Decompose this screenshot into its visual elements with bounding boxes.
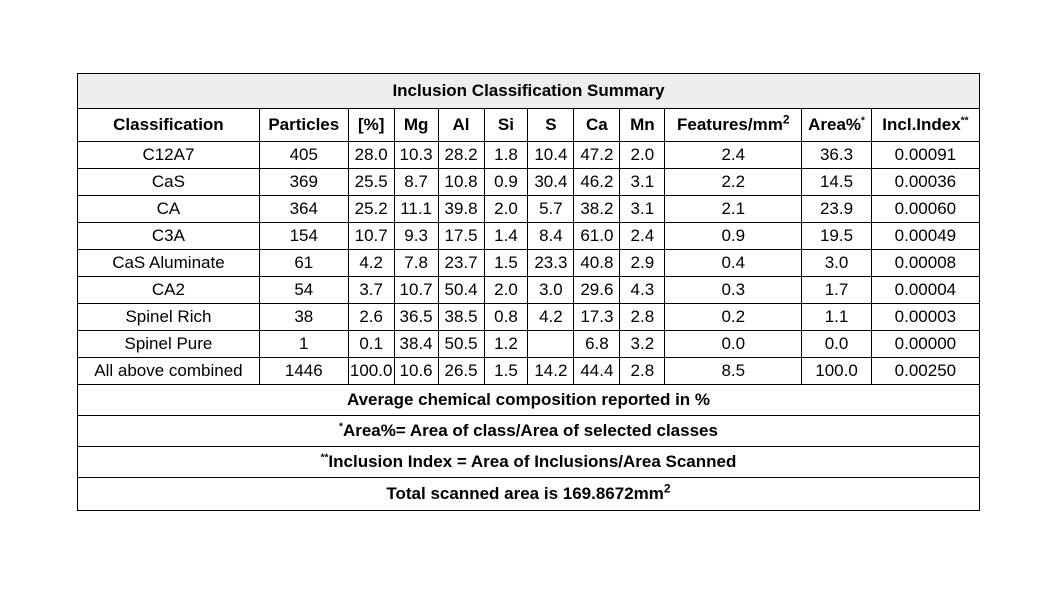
table-row: [78, 142, 980, 169]
cell-mg: 9.3: [394, 223, 438, 250]
cell-area: 23.9: [802, 196, 872, 223]
header-index-label: Incl.Index: [882, 115, 961, 134]
header-mg: Mg: [394, 109, 438, 142]
cell-area: 36.3: [802, 142, 872, 169]
header-features-label: Features/mm: [677, 115, 783, 134]
cell-classification: Spinel Rich: [78, 304, 260, 331]
table-row: [78, 331, 980, 358]
cell-ca: 61.0: [574, 223, 620, 250]
cell-classification: C12A7: [78, 142, 260, 169]
table-body: [78, 142, 980, 385]
cell-mn: 4.3: [620, 277, 665, 304]
cell-percent: 2.6: [348, 304, 394, 331]
cell-percent: 25.2: [348, 196, 394, 223]
cell-mg: 36.5: [394, 304, 438, 331]
cell-features: 2.4: [665, 142, 802, 169]
cell-al: 17.5: [438, 223, 484, 250]
cell-percent: 100.0: [348, 358, 394, 385]
cell-index: 0.00250: [871, 358, 979, 385]
cell-index: 0.00003: [871, 304, 979, 331]
cell-features: 8.5: [665, 358, 802, 385]
cell-mn: 2.0: [620, 142, 665, 169]
cell-s: 23.3: [528, 250, 574, 277]
cell-ca: 44.4: [574, 358, 620, 385]
header-s: S: [528, 109, 574, 142]
note-total-sup: 2: [663, 481, 671, 496]
table-row: [78, 250, 980, 277]
cell-si: 0.8: [484, 304, 528, 331]
header-al: Al: [438, 109, 484, 142]
cell-si: 0.9: [484, 169, 528, 196]
cell-area: 1.1: [802, 304, 872, 331]
cell-features: 0.3: [665, 277, 802, 304]
table-row: [78, 304, 980, 331]
table-row: [78, 169, 980, 196]
cell-al: 50.5: [438, 331, 484, 358]
table-row: [78, 196, 980, 223]
header-ca: Ca: [574, 109, 620, 142]
note-composition: Average chemical composition reported in %: [78, 385, 980, 416]
cell-s: [528, 331, 574, 358]
cell-percent: 28.0: [348, 142, 394, 169]
cell-ca: 38.2: [574, 196, 620, 223]
cell-si: 1.5: [484, 250, 528, 277]
header-particles: Particles: [259, 109, 348, 142]
cell-area: 3.0: [802, 250, 872, 277]
note-index-text: Inclusion Index = Area of Inclusions/Area Scanned: [328, 452, 737, 471]
cell-ca: 40.8: [574, 250, 620, 277]
cell-area: 100.0: [802, 358, 872, 385]
cell-al: 10.8: [438, 169, 484, 196]
cell-mg: 10.3: [394, 142, 438, 169]
cell-ca: 29.6: [574, 277, 620, 304]
header-area-label: Area%: [808, 115, 862, 134]
note-index: [78, 447, 980, 478]
inclusion-summary-sheet: [77, 73, 980, 511]
note-index-mark: **: [320, 452, 329, 464]
cell-index: 0.00008: [871, 250, 979, 277]
header-percent: [%]: [348, 109, 394, 142]
cell-area: 19.5: [802, 223, 872, 250]
table-row: [78, 277, 980, 304]
header-features-sup: 2: [782, 112, 790, 127]
note-row-index: [78, 447, 980, 478]
cell-particles: 364: [259, 196, 348, 223]
cell-s: 30.4: [528, 169, 574, 196]
cell-area: 1.7: [802, 277, 872, 304]
cell-features: 0.9: [665, 223, 802, 250]
cell-particles: 1446: [259, 358, 348, 385]
table-row: [78, 358, 980, 385]
cell-ca: 46.2: [574, 169, 620, 196]
cell-s: 14.2: [528, 358, 574, 385]
cell-al: 23.7: [438, 250, 484, 277]
cell-mn: 2.8: [620, 358, 665, 385]
cell-percent: 0.1: [348, 331, 394, 358]
cell-percent: 10.7: [348, 223, 394, 250]
cell-si: 1.2: [484, 331, 528, 358]
cell-index: 0.00060: [871, 196, 979, 223]
cell-index: 0.00004: [871, 277, 979, 304]
cell-mg: 7.8: [394, 250, 438, 277]
inclusion-summary-table: [77, 73, 980, 511]
note-area: [78, 416, 980, 447]
table-notes: [78, 385, 980, 511]
cell-particles: 369: [259, 169, 348, 196]
header-mn: Mn: [620, 109, 665, 142]
cell-features: 2.2: [665, 169, 802, 196]
cell-mg: 8.7: [394, 169, 438, 196]
cell-mn: 3.2: [620, 331, 665, 358]
cell-features: 0.2: [665, 304, 802, 331]
cell-si: 1.4: [484, 223, 528, 250]
cell-particles: 1: [259, 331, 348, 358]
cell-particles: 154: [259, 223, 348, 250]
cell-al: 50.4: [438, 277, 484, 304]
cell-classification: CA: [78, 196, 260, 223]
note-total-text: Total scanned area is 169.8672mm: [386, 484, 664, 503]
cell-mn: 2.9: [620, 250, 665, 277]
note-area-mark: *: [339, 421, 343, 433]
cell-si: 2.0: [484, 277, 528, 304]
cell-particles: 61: [259, 250, 348, 277]
note-total: [78, 478, 980, 511]
cell-features: 2.1: [665, 196, 802, 223]
cell-percent: 4.2: [348, 250, 394, 277]
cell-particles: 405: [259, 142, 348, 169]
cell-mn: 3.1: [620, 196, 665, 223]
table-title-row: [78, 74, 980, 109]
cell-percent: 3.7: [348, 277, 394, 304]
cell-particles: 38: [259, 304, 348, 331]
cell-si: 2.0: [484, 196, 528, 223]
cell-classification: CaS: [78, 169, 260, 196]
cell-ca: 47.2: [574, 142, 620, 169]
note-row-area: [78, 416, 980, 447]
note-row-composition: [78, 385, 980, 416]
cell-s: 4.2: [528, 304, 574, 331]
cell-ca: 17.3: [574, 304, 620, 331]
cell-mg: 10.7: [394, 277, 438, 304]
cell-s: 10.4: [528, 142, 574, 169]
cell-index: 0.00049: [871, 223, 979, 250]
cell-mg: 10.6: [394, 358, 438, 385]
header-area-sup: *: [861, 115, 865, 127]
cell-s: 5.7: [528, 196, 574, 223]
cell-classification: C3A: [78, 223, 260, 250]
cell-s: 3.0: [528, 277, 574, 304]
header-index: [871, 109, 979, 142]
cell-features: 0.0: [665, 331, 802, 358]
cell-index: 0.00000: [871, 331, 979, 358]
cell-mn: 3.1: [620, 169, 665, 196]
cell-area: 0.0: [802, 331, 872, 358]
cell-al: 26.5: [438, 358, 484, 385]
note-area-text: Area%= Area of class/Area of selected classes: [342, 421, 718, 440]
cell-si: 1.5: [484, 358, 528, 385]
cell-mg: 11.1: [394, 196, 438, 223]
cell-classification: CA2: [78, 277, 260, 304]
header-si: Si: [484, 109, 528, 142]
cell-classification: Spinel Pure: [78, 331, 260, 358]
cell-al: 38.5: [438, 304, 484, 331]
cell-mn: 2.4: [620, 223, 665, 250]
cell-mn: 2.8: [620, 304, 665, 331]
cell-si: 1.8: [484, 142, 528, 169]
cell-particles: 54: [259, 277, 348, 304]
cell-al: 39.8: [438, 196, 484, 223]
header-classification: Classification: [78, 109, 260, 142]
cell-classification: All above combined: [78, 358, 260, 385]
cell-s: 8.4: [528, 223, 574, 250]
table-title: Inclusion Classification Summary: [78, 74, 980, 109]
table-row: [78, 223, 980, 250]
cell-area: 14.5: [802, 169, 872, 196]
header-index-sup: **: [960, 115, 969, 127]
cell-index: 0.00091: [871, 142, 979, 169]
header-features: [665, 109, 802, 142]
cell-index: 0.00036: [871, 169, 979, 196]
header-area: [802, 109, 872, 142]
cell-classification: CaS Aluminate: [78, 250, 260, 277]
cell-ca: 6.8: [574, 331, 620, 358]
cell-features: 0.4: [665, 250, 802, 277]
note-row-total: [78, 478, 980, 511]
cell-al: 28.2: [438, 142, 484, 169]
table-header-row: [78, 109, 980, 142]
cell-mg: 38.4: [394, 331, 438, 358]
cell-percent: 25.5: [348, 169, 394, 196]
